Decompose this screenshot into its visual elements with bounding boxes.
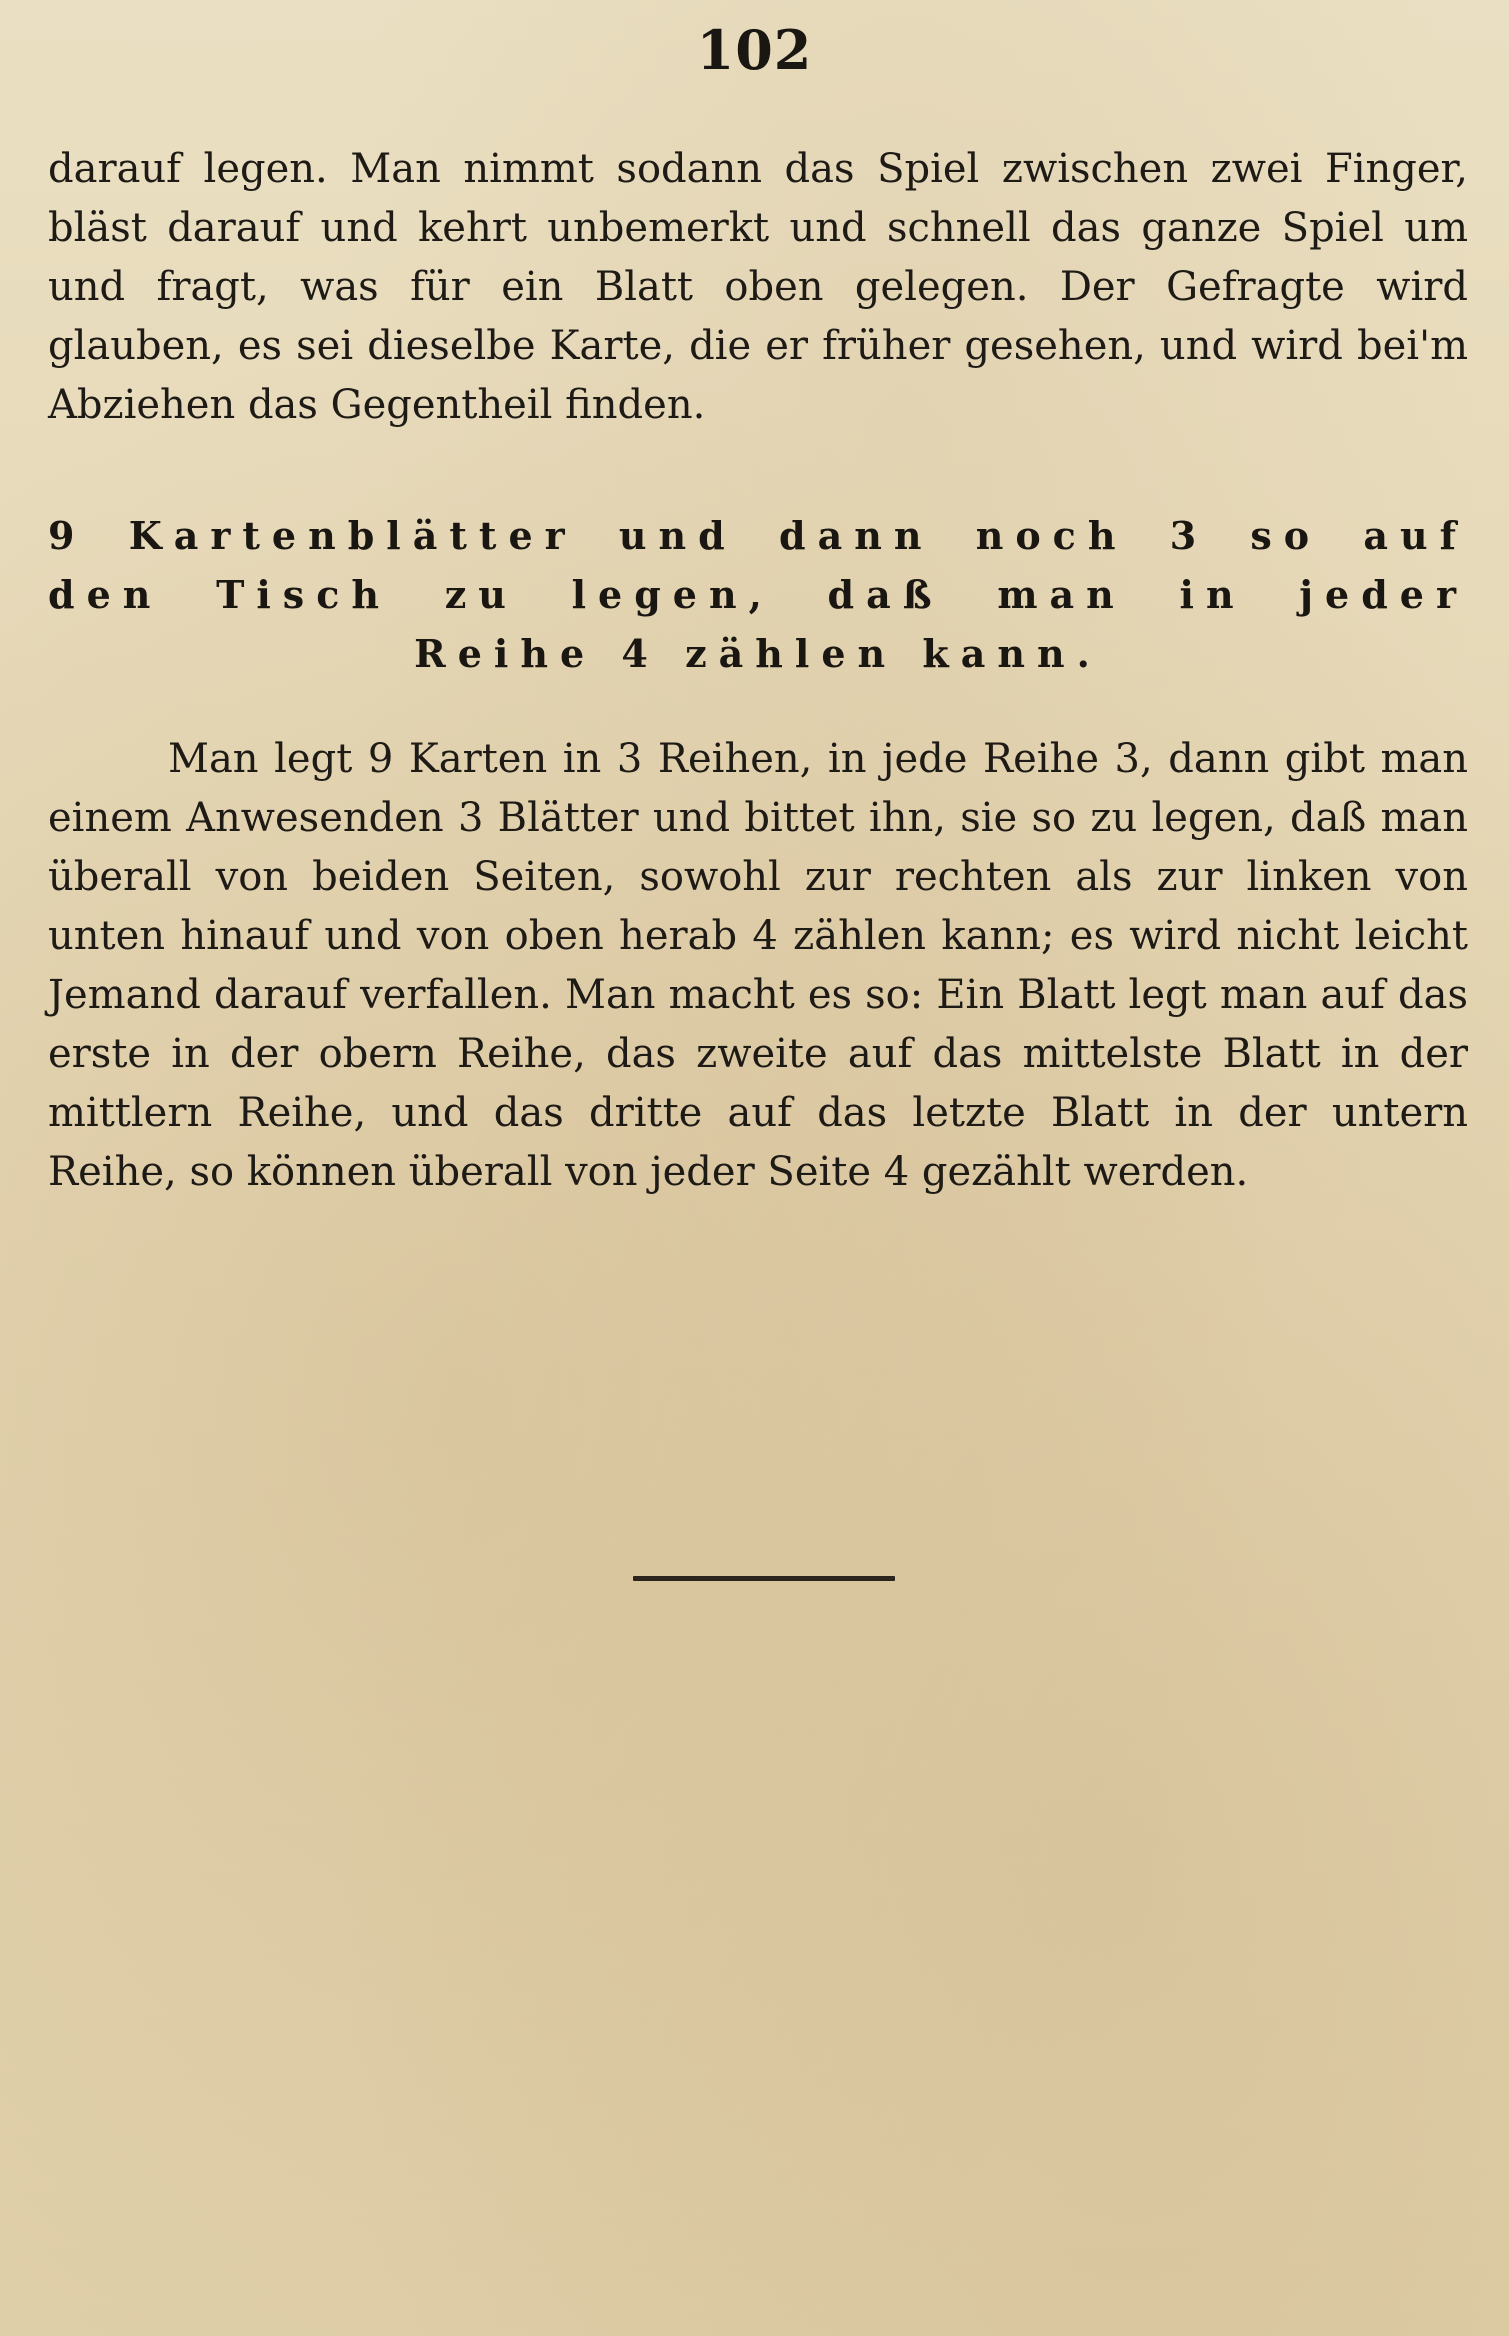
page-number: 102 — [696, 18, 813, 82]
section-heading: 9 Kartenblätter und dann noch 3 so auf den Tisch zu legen, daß man in jeder Reihe 4 zählen kann. — [48, 513, 1468, 676]
section-end-rule — [633, 1576, 895, 1581]
paragraph-instructions: Man legt 9 Karten in 3 Reihen, in jede Reihe 3, dann gibt man einem Anwesenden 3 Blätter und bittet ihn, sie so zu legen, daß man überall von beiden Seiten, sowohl zur rechten als zur linken von unten hinauf und von oben herab 4 zählen kann; es wird nicht leicht Jemand darauf verfallen. Man macht es so: Ein Blatt legt man auf das erste in der obern Reihe, das zweite auf das mittelste Blatt in der mittlern Reihe, und das dritte auf das letzte Blatt in der untern Reihe, so können überall von jeder Seite 4 gezählt werden. — [48, 736, 1468, 1195]
paragraph-continuation: darauf legen. Man nimmt sodann das Spiel zwischen zwei Finger, bläst darauf und kehrt unbemerkt und schnell das ganze Spiel um und fragt, was für ein Blatt oben gelegen. Der Gefragte wird glauben, es sei dieselbe Karte, die er früher gesehen, und wird bei'm Abziehen das Gegentheil finden. — [48, 146, 1468, 428]
